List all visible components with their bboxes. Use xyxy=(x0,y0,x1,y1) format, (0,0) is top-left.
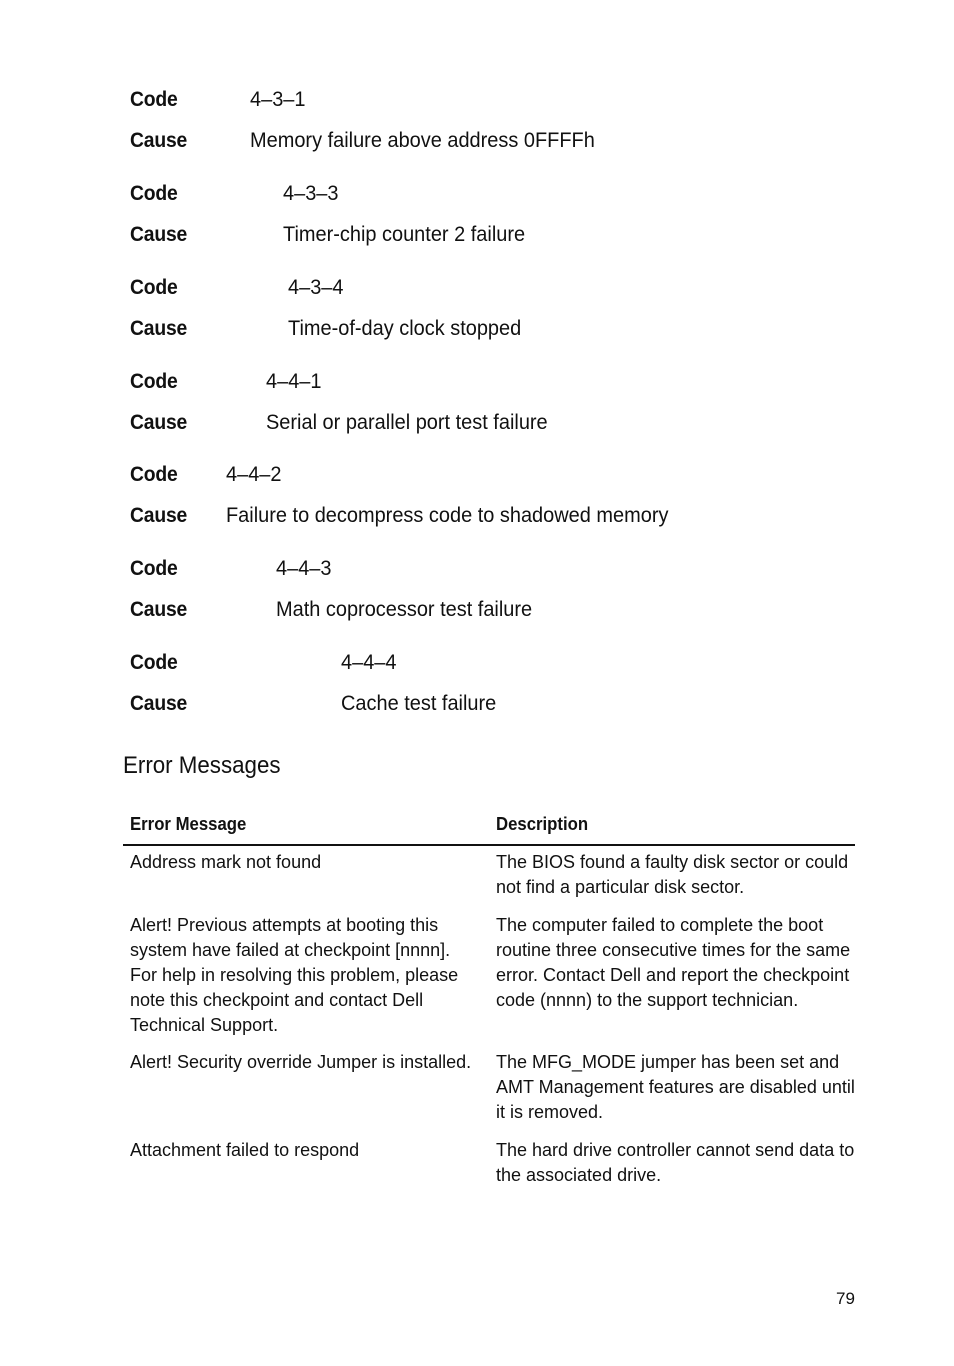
code-value: 4–4–4 xyxy=(341,651,397,674)
cause-value: Serial or parallel port test failure xyxy=(266,411,548,434)
description-cell: The computer failed to complete the boot routine three consecutive times for the same error. Contact Dell and report the checkpoint code (nnnn) to the support technician. xyxy=(496,915,851,1010)
error-message-cell: Alert! Security override Jumper is installed. xyxy=(130,1052,472,1072)
cause-value: Time-of-day clock stopped xyxy=(288,317,522,340)
error-message-cell: Alert! Previous attempts at booting this system have failed at checkpoint [nnnn]. For help in resolving this problem, please note this checkpoint and contact Dell Technical Support. xyxy=(130,915,459,1035)
error-message-cell: Attachment failed to respond xyxy=(130,1140,360,1160)
code-value: 4–4–1 xyxy=(266,370,322,393)
code-value: 4–3–1 xyxy=(250,88,306,111)
error-message-cell: Address mark not found xyxy=(130,852,322,872)
code-value: 4–3–4 xyxy=(288,276,344,299)
code-label: Code xyxy=(130,88,178,111)
cause-label: Cause xyxy=(130,317,188,340)
table-header xyxy=(123,812,855,846)
section-heading: Error Messages xyxy=(123,752,281,779)
cause-label: Cause xyxy=(130,692,188,715)
cause-value: Failure to decompress code to shadowed memory xyxy=(226,504,669,527)
code-label: Code xyxy=(130,463,178,486)
cause-value: Timer-chip counter 2 failure xyxy=(283,223,526,246)
cause-label: Cause xyxy=(130,411,188,434)
cause-value: Math coprocessor test failure xyxy=(276,598,533,621)
cause-label: Cause xyxy=(130,129,188,152)
page-number: 79 xyxy=(836,1289,855,1308)
description-cell: The BIOS found a faulty disk sector or could not find a particular disk sector. xyxy=(496,852,849,897)
column-header-error-message: Error Message xyxy=(130,814,247,834)
code-value: 4–3–3 xyxy=(283,182,339,205)
code-label: Code xyxy=(130,182,178,205)
code-label: Code xyxy=(130,370,178,393)
cause-value: Memory failure above address 0FFFFh xyxy=(250,129,595,152)
description-cell: The MFG_MODE jumper has been set and AMT Management features are disabled until it is removed. xyxy=(496,1052,855,1122)
cause-value: Cache test failure xyxy=(341,692,497,715)
code-label: Code xyxy=(130,651,178,674)
cause-label: Cause xyxy=(130,598,188,621)
cause-label: Cause xyxy=(130,504,188,527)
code-value: 4–4–2 xyxy=(226,463,282,486)
description-cell: The hard drive controller cannot send data to the associated drive. xyxy=(496,1140,855,1185)
error-messages-table xyxy=(123,812,855,1185)
column-header-description: Description xyxy=(496,814,589,834)
code-value: 4–4–3 xyxy=(276,557,332,580)
code-label: Code xyxy=(130,557,178,580)
cause-label: Cause xyxy=(130,223,188,246)
code-label: Code xyxy=(130,276,178,299)
